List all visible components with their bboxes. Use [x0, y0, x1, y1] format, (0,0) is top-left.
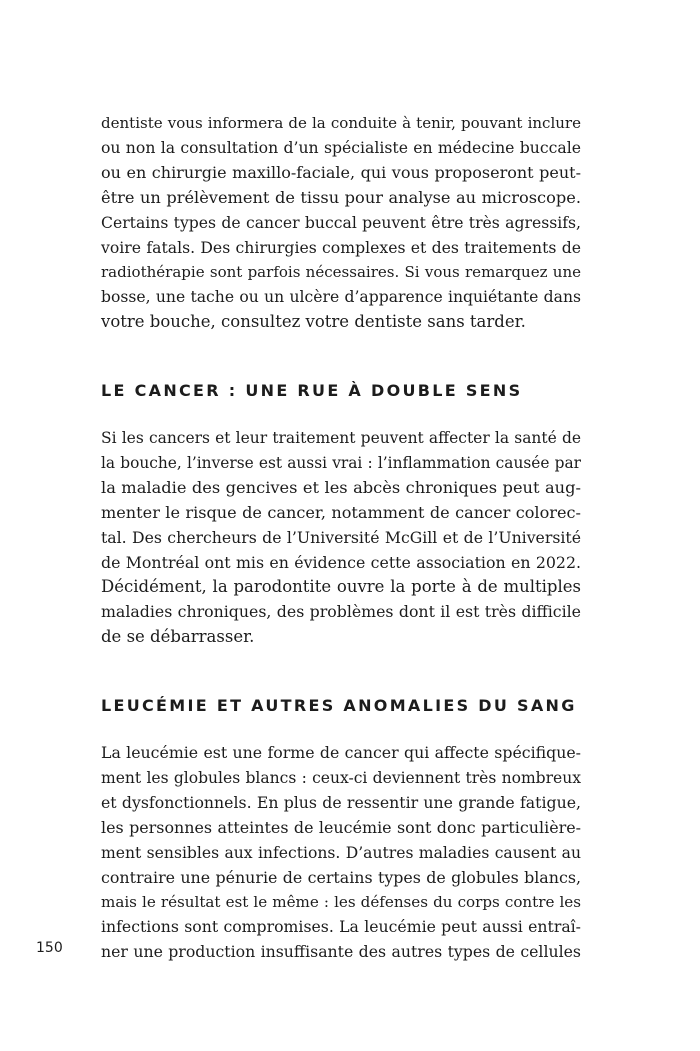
text-line: voire fatals. Des chirurgies complexes et des traitements de: [101, 237, 581, 257]
section-heading-cancer-two-way: LE CANCER : UNE RUE À DOUBLE SENS: [101, 381, 523, 400]
text-line: tal. Des chercheurs de l’Université McGill et de l’Université: [101, 527, 581, 547]
text-line: La leucémie est une forme de cancer qui affecte spécifique-: [101, 743, 581, 762]
text-line: bosse, une tache ou un ulcère d’apparence inquiétante dans: [101, 288, 581, 307]
section-heading-leukemia: LEUCÉMIE ET AUTRES ANOMALIES DU SANG: [101, 696, 577, 715]
text-line: ou non la consultation d’un spécialiste en médecine buccale: [101, 137, 581, 157]
text-line: menter le risque de cancer, notamment de cancer colorec-: [101, 502, 581, 522]
text-line: Si les cancers et leur traitement peuvent affecter la santé de: [101, 429, 581, 447]
paragraph-leukemia: [101, 741, 581, 965]
text-line: radiothérapie sont parfois nécessaires. Si vous remarquez une: [101, 263, 581, 282]
text-line: dentiste vous informera de la conduite à tenir, pouvant inclure: [101, 114, 581, 132]
text-line: les personnes atteintes de leucémie sont donc particulière-: [101, 817, 581, 837]
text-line: ner une production insuffisante des autres types de cellules: [101, 942, 581, 962]
paragraph-cancer-two-way: [101, 426, 581, 650]
text-line: contraire une pénurie de certains types de globules blancs,: [101, 867, 581, 887]
text-line: être un prélèvement de tissu pour analyse au microscope.: [101, 187, 581, 207]
text-line: de Montréal ont mis en évidence cette association en 2022.: [101, 552, 581, 572]
text-line: infections sont compromises. La leucémie peut aussi entraî-: [101, 917, 581, 937]
page-number: 150: [36, 940, 63, 956]
text-line: Décidément, la parodontite ouvre la porte à de multiples: [101, 577, 581, 597]
text-line: de se débarrasser.: [101, 627, 255, 647]
text-line: ou en chirurgie maxillo-faciale, qui vous proposeront peut-: [101, 162, 581, 182]
paragraph-oral-cancer-advice: [101, 111, 581, 335]
text-line: mais le résultat est le même : les défenses du corps contre les: [101, 893, 581, 912]
text-line: ment sensibles aux infections. D’autres maladies causent au: [101, 843, 581, 862]
text-line: votre bouche, consultez votre dentiste sans tarder.: [101, 312, 526, 332]
text-line: Certains types de cancer buccal peuvent être très agressifs,: [101, 212, 581, 232]
text-line: maladies chroniques, des problèmes dont il est très difficile: [101, 602, 581, 622]
text-line: la bouche, l’inverse est aussi vrai : l’inflammation causée par: [101, 453, 581, 472]
text-line: et dysfonctionnels. En plus de ressentir une grande fatigue,: [101, 792, 581, 812]
text-line: la maladie des gencives et les abcès chroniques peut aug-: [101, 477, 581, 497]
text-line: ment les globules blancs : ceux-ci deviennent très nombreux: [101, 768, 581, 787]
